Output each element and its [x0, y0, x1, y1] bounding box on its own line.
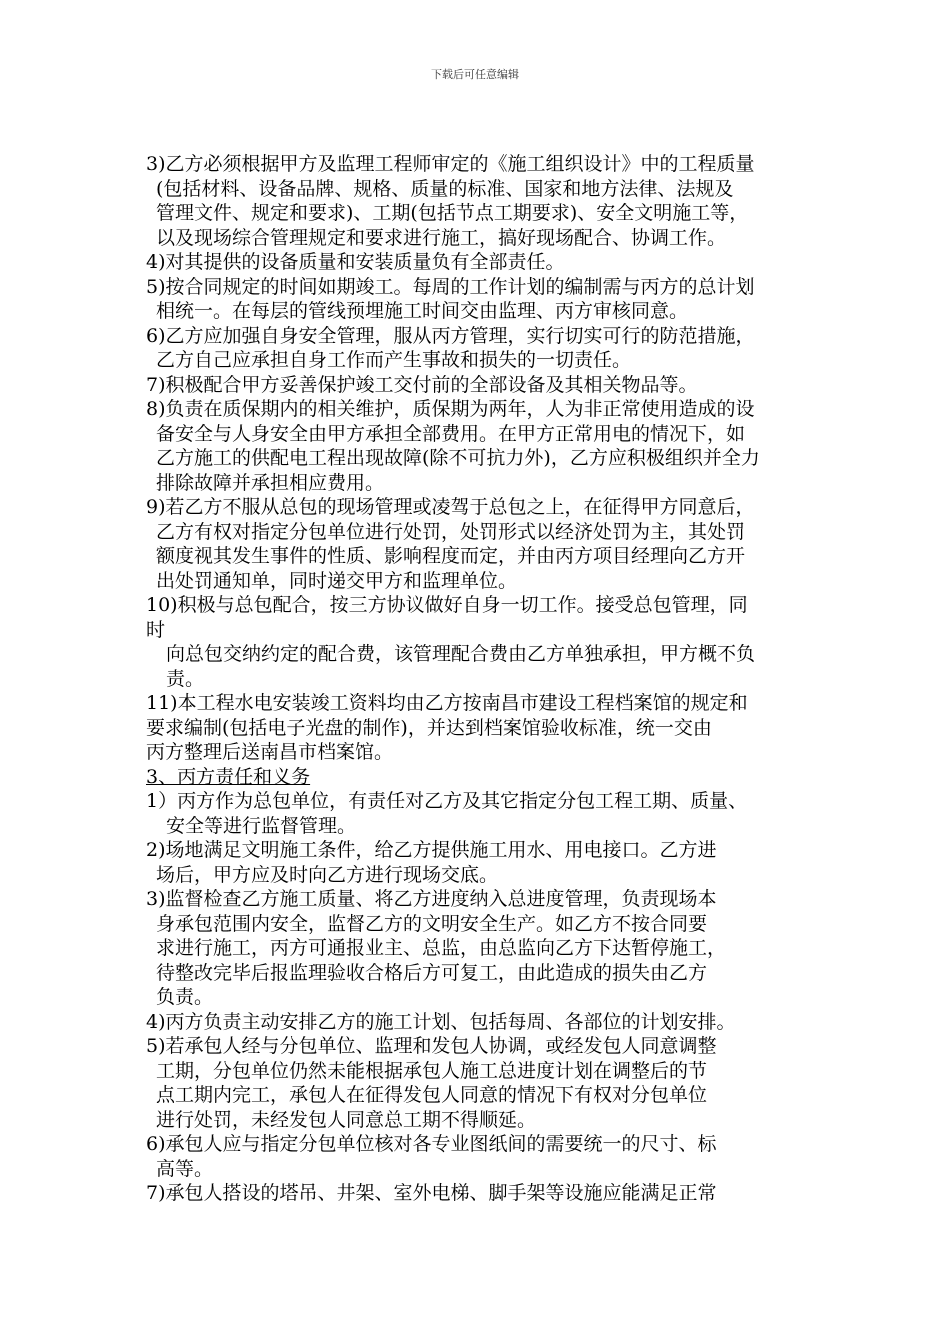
text-line: 2)场地满足文明施工条件，给乙方提供施工用水、用电接口。乙方进 [146, 839, 717, 861]
text-line: 备安全与人身安全由甲方承担全部费用。在甲方正常用电的情况下，如 [156, 422, 746, 445]
text-line: (包括材料、设备品牌、规格、质量的标准、国家和地方法律、法规及 [156, 177, 734, 200]
text-line: 3)监督检查乙方施工质量、将乙方进度纳入总进度管理，负责现场本 [146, 888, 717, 910]
text-line: 时 [146, 618, 166, 641]
text-line: 向总包交纳约定的配合费，该管理配合费由乙方单独承担，甲方概不负 [166, 643, 756, 665]
text-line: 8)负责在质保期内的相关维护，质保期为两年，人为非正常使用造成的设 [146, 398, 755, 420]
page-header: 下载后可任意编辑 [431, 68, 519, 81]
text-line: 10)积极与总包配合，按三方协议做好自身一切工作。接受总包管理，同 [146, 594, 748, 616]
text-line: 丙方整理后送南昌市档案馆。 [146, 741, 394, 763]
text-line: 高等。 [156, 1157, 214, 1180]
text-line: 要求编制(包括电子光盘的制作)，并达到档案馆验收标准，统一交由 [146, 716, 712, 739]
text-line: 安全等进行监督管理。 [166, 814, 357, 837]
document-body [146, 152, 876, 1206]
text-line: 待整改完毕后报监理验收合格后方可复工，由此造成的损失由乙方 [156, 961, 708, 984]
section-heading: 3、丙方责任和义务 [146, 765, 311, 788]
text-line: 9)若乙方不服从总包的现场管理或凌驾于总包之上，在征得甲方同意后， [146, 496, 755, 518]
text-line: 7)积极配合甲方妥善保护竣工交付前的全部设备及其相关物品等。 [146, 373, 698, 396]
text-line: 4)对其提供的设备质量和安装质量负有全部责任。 [146, 251, 565, 273]
text-line: 5)若承包人经与分包单位、监理和发包人协调，或经发包人同意调整 [146, 1035, 717, 1057]
text-line: 责。 [166, 667, 205, 690]
text-line: 乙方有权对指定分包单位进行处罚，处罚形式以经济处罚为主，其处罚 [156, 520, 746, 543]
text-line: 乙方施工的供配电工程出现故障(除不可抗力外)，乙方应积极组织并全力 [156, 447, 760, 469]
text-line: 7)承包人搭设的塔吊、井架、室外电梯、脚手架等设施应能满足正常 [146, 1182, 717, 1204]
text-line: 求进行施工，丙方可通报业主、总监，由总监向乙方下达暂停施工， [156, 937, 727, 959]
text-line: 3)乙方必须根据甲方及监理工程师审定的《施工组织设计》中的工程质量 [146, 153, 755, 175]
text-line: 进行处罚，未经发包人同意总工期不得顺延。 [156, 1108, 537, 1131]
text-line: 点工期内完工，承包人在征得发包人同意的情况下有权对分包单位 [156, 1084, 708, 1106]
text-line: 额度视其发生事件的性质、影响程度而定，并由丙方项目经理向乙方开 [156, 545, 746, 567]
text-line: 相统一。在每层的管线预埋施工时间交由监理、丙方审核同意。 [156, 300, 689, 322]
text-line: 4)丙方负责主动安排乙方的施工计划、包括每周、各部位的计划安排。 [146, 1010, 736, 1033]
text-line: 管理文件、规定和要求)、工期(包括节点工期要求)、安全文明施工等， [156, 202, 749, 224]
text-line: 5)按合同规定的时间如期竣工。每周的工作计划的编制需与丙方的总计划 [146, 275, 755, 298]
text-line: 以及现场综合管理规定和要求进行施工，搞好现场配合、协调工作。 [156, 226, 727, 249]
text-line: 工期，分包单位仍然未能根据承包人施工总进度计划在调整后的节 [156, 1059, 708, 1082]
text-line: 排除故障并承担相应费用。 [156, 471, 385, 494]
text-line: 场后，甲方应及时向乙方进行现场交底。 [156, 863, 499, 886]
text-line: 出处罚通知单，同时递交甲方和监理单位。 [156, 569, 518, 592]
text-line: 身承包范围内安全，监督乙方的文明安全生产。如乙方不按合同要 [156, 912, 708, 935]
text-line: 1）丙方作为总包单位，有责任对乙方及其它指定分包工程工期、质量、 [146, 790, 748, 812]
text-line: 乙方自己应承担自身工作而产生事故和损失的一切责任。 [156, 349, 632, 371]
text-line: 11)本工程水电安装竣工资料均由乙方按南昌市建设工程档案馆的规定和 [146, 692, 748, 714]
text-line: 6)乙方应加强自身安全管理，服从丙方管理，实行切实可行的防范措施， [146, 324, 755, 347]
text-line: 负责。 [156, 986, 214, 1008]
text-line: 6)承包人应与指定分包单位核对各专业图纸间的需要统一的尺寸、标 [146, 1133, 717, 1155]
